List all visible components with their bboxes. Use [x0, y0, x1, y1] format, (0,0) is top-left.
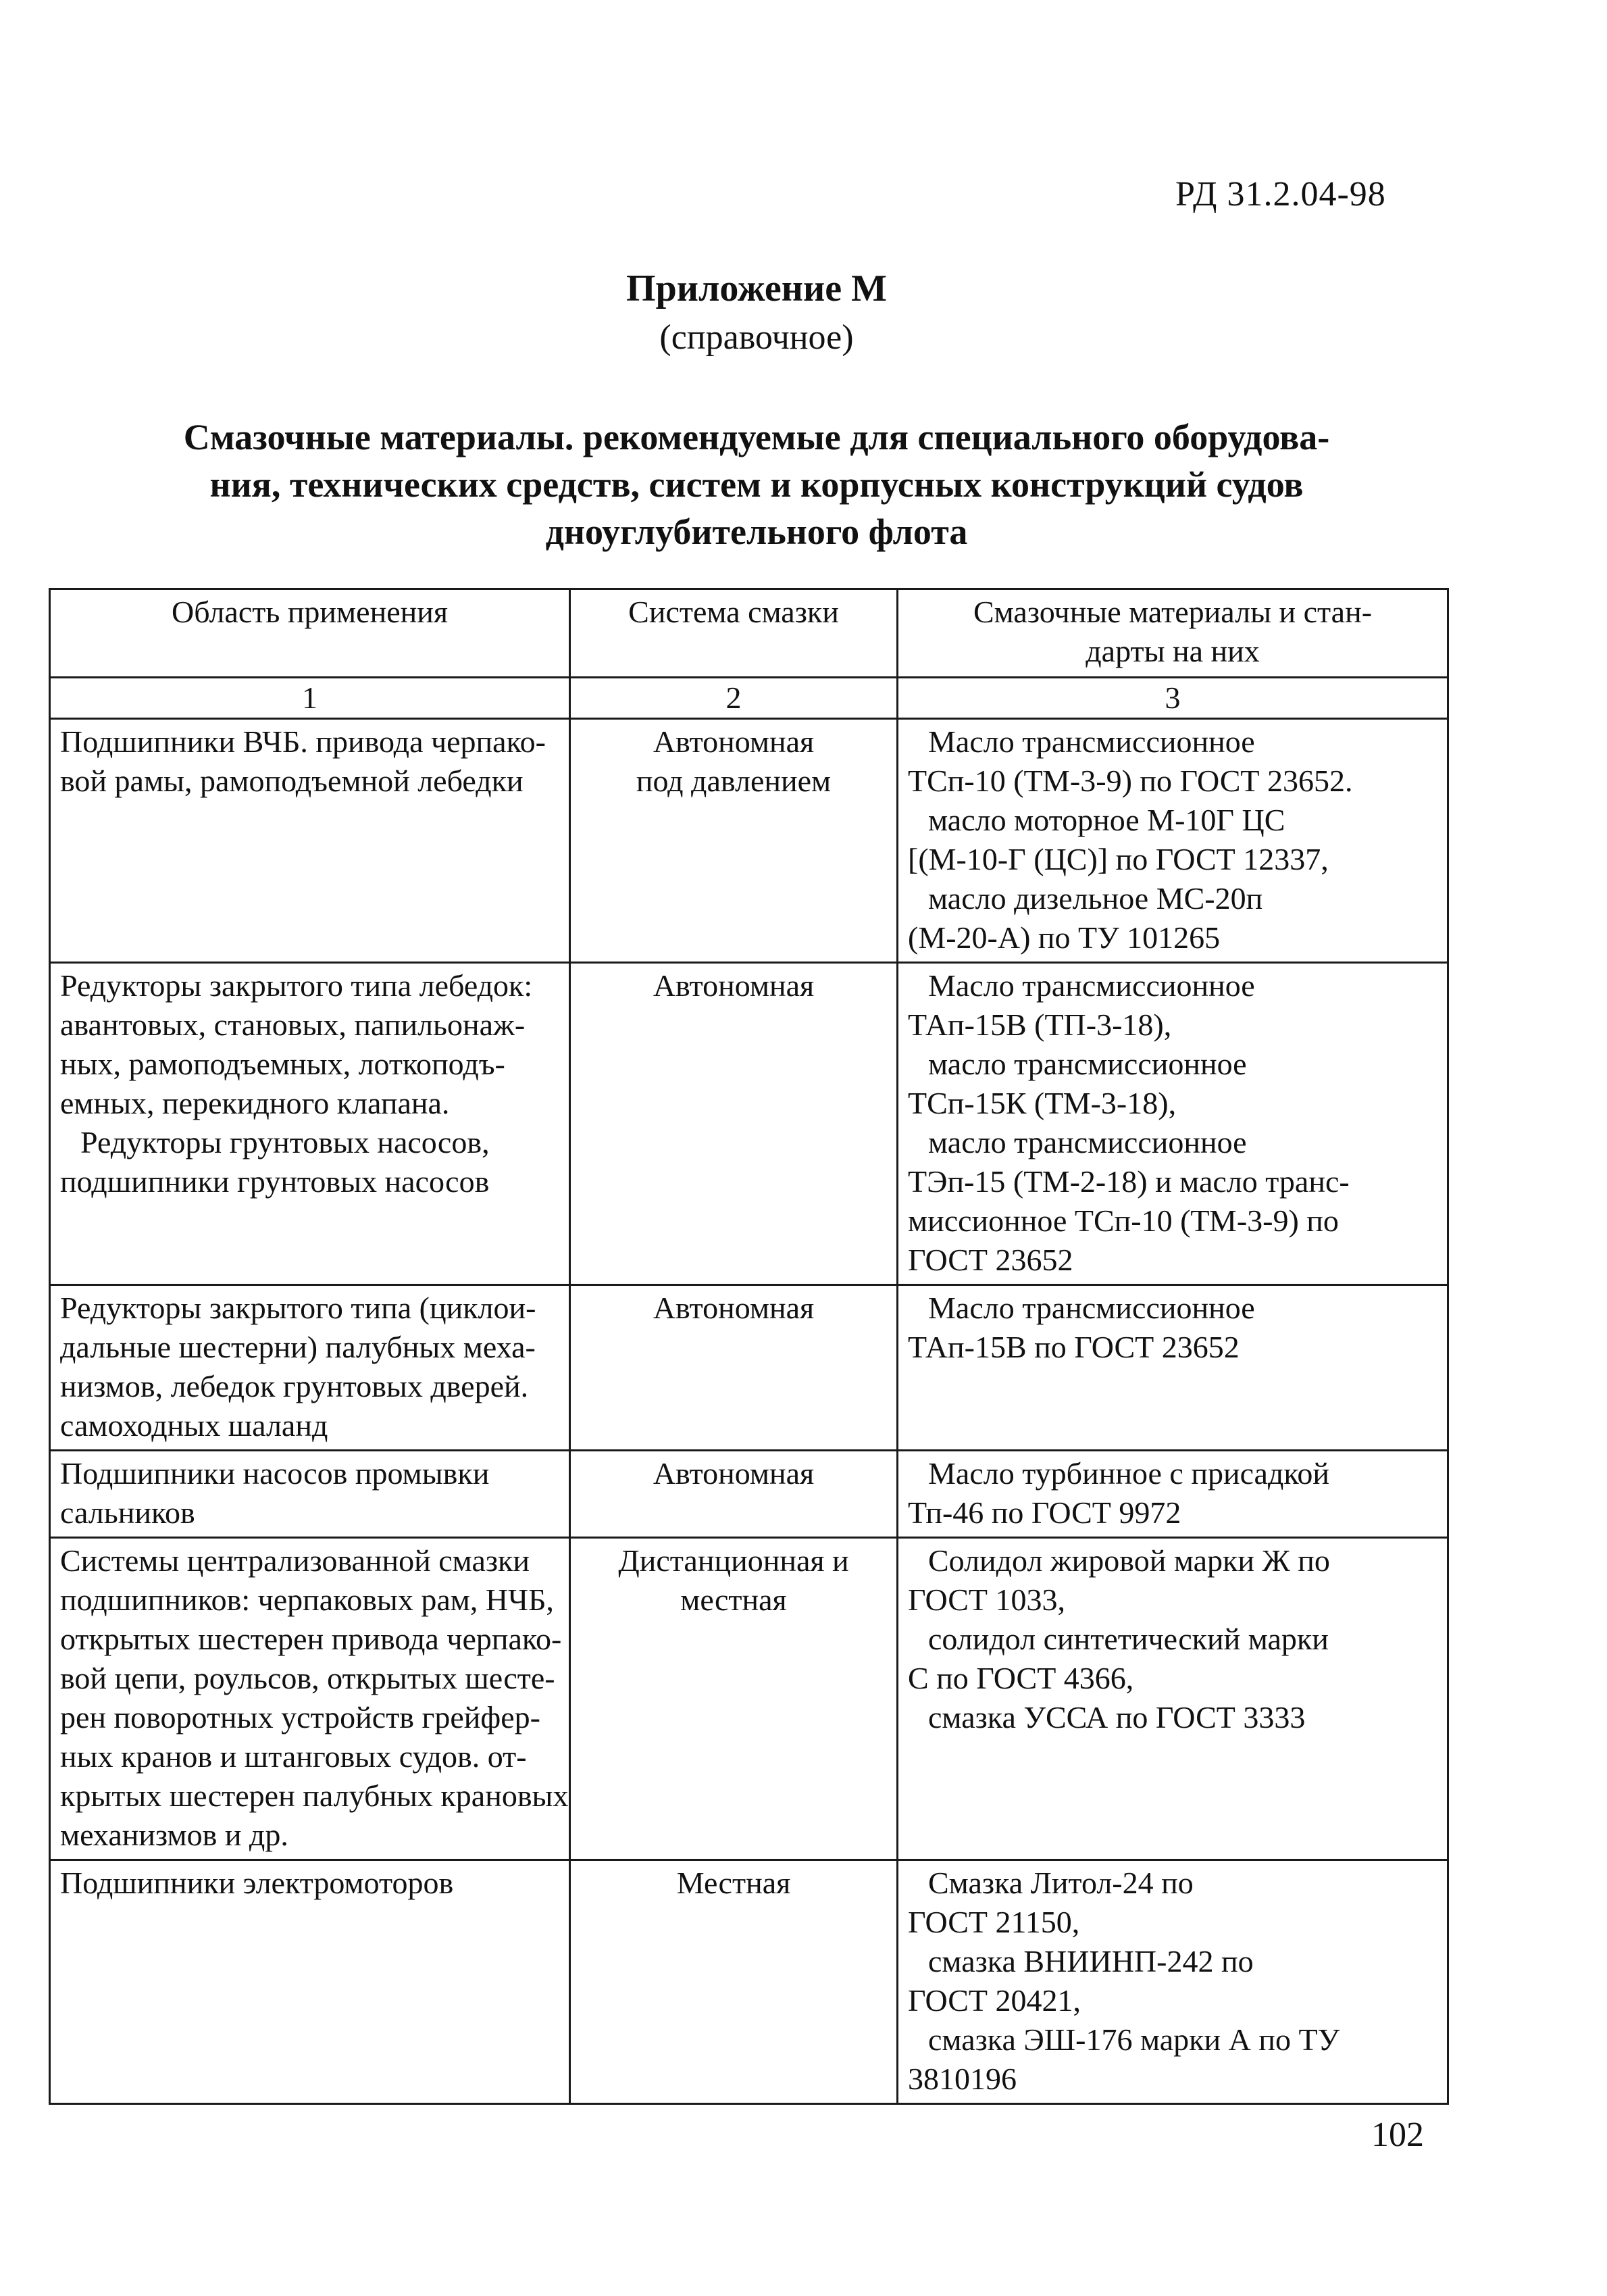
cell-line: Тп-46 по ГОСТ 9972	[908, 1495, 1181, 1530]
column-number-row	[50, 678, 1448, 719]
cell-application-area	[50, 1538, 570, 1860]
column-number: 2	[570, 678, 898, 719]
table-row	[50, 1285, 1448, 1451]
cell-line: ных, рамоподъемных, лоткоподъ-	[60, 1047, 505, 1081]
cell-line: ТЭп-15 (ТМ-2-18) и масло транс-	[908, 1164, 1350, 1199]
cell-line: солидол синтетический марки	[928, 1622, 1329, 1656]
cell-lubricants	[898, 1285, 1448, 1451]
heading-line: ния, технических средств, систем и корпусных конструкций судов	[209, 464, 1304, 505]
cell-line: ГОСТ 1033,	[908, 1582, 1066, 1617]
cell-line: С по ГОСТ 4366,	[908, 1661, 1134, 1695]
cell-line: Редукторы закрытого типа лебедок:	[60, 968, 533, 1003]
cell-line: емных, перекидного клапана.	[60, 1086, 450, 1120]
cell-line: ГОСТ 21150,	[908, 1905, 1080, 1939]
cell-line: Солидол жировой марки Ж по	[928, 1543, 1330, 1578]
cell-line: Подшипники насосов промывки	[60, 1456, 490, 1491]
cell-line: ГОСТ 20421,	[908, 1983, 1081, 2018]
cell-application-area	[50, 1451, 570, 1538]
cell-lubricants	[898, 963, 1448, 1285]
cell-line: ТСп-10 (ТМ-3-9) по ГОСТ 23652.	[908, 764, 1353, 798]
column-header-area	[50, 589, 570, 678]
cell-line: Масло трансмиссионное	[928, 968, 1255, 1003]
cell-line: [(М-10-Г (ЦС)] по ГОСТ 12337,	[908, 842, 1329, 876]
table-row	[50, 963, 1448, 1285]
cell-line: подшипников: черпаковых рам, НЧБ,	[60, 1582, 554, 1617]
cell-line: ных кранов и штанговых судов. от-	[60, 1739, 527, 1774]
cell-line: авантовых, становых, папильонаж-	[60, 1007, 526, 1042]
cell-line: миссионное ТСп-10 (ТМ-3-9) по	[908, 1203, 1339, 1238]
section-heading	[0, 414, 1513, 555]
cell-line: Автономная	[653, 1456, 815, 1491]
cell-line: Дистанционная и	[618, 1543, 849, 1578]
cell-line: Подшипники электромоторов	[60, 1866, 454, 1900]
cell-line: механизмов и др.	[60, 1818, 288, 1852]
cell-line: Масло трансмиссионное	[928, 724, 1255, 759]
cell-line: Редукторы закрытого типа (циклои-	[60, 1291, 536, 1325]
cell-line: низмов, лебедок грунтовых дверей.	[60, 1369, 529, 1403]
header-line: дарты на них	[1086, 634, 1260, 668]
cell-line: Автономная	[653, 968, 815, 1003]
cell-line: Системы централизованной смазки	[60, 1543, 530, 1578]
cell-line: дальные шестерни) палубных меха-	[60, 1330, 536, 1364]
cell-application-area	[50, 1285, 570, 1451]
cell-lubricants	[898, 1451, 1448, 1538]
cell-line: ГОСТ 23652	[908, 1243, 1073, 1277]
cell-line: крытых шестерен палубных крановых	[60, 1778, 569, 1813]
cell-line: масло дизельное МС-20п	[928, 881, 1263, 916]
column-number: 3	[898, 678, 1448, 719]
heading-line: Смазочные материалы. рекомендуемые для специального оборудова-	[183, 417, 1330, 457]
cell-line: Смазка Литол-24 по	[928, 1866, 1194, 1900]
cell-lubrication-system	[570, 719, 898, 963]
cell-line: смазка ВНИИНП-242 по	[928, 1944, 1254, 1978]
cell-line: местная	[680, 1582, 787, 1617]
cell-lubrication-system	[570, 1285, 898, 1451]
appendix-title: Приложение М	[626, 268, 887, 309]
table-row	[50, 1538, 1448, 1860]
cell-application-area	[50, 963, 570, 1285]
header-line: Смазочные материалы и стан-	[973, 595, 1373, 629]
page-number: 102	[1371, 2116, 1424, 2154]
cell-line: самоходных шаланд	[60, 1408, 328, 1443]
cell-lubrication-system	[570, 1860, 898, 2104]
cell-line: под давлением	[636, 764, 832, 798]
document-code: РД 31.2.04-98	[1175, 175, 1386, 214]
cell-line: масло трансмиссионное	[928, 1047, 1247, 1081]
cell-line: Подшипники ВЧБ. привода черпако-	[60, 724, 546, 759]
cell-lubricants	[898, 1860, 1448, 2104]
cell-line: подшипники грунтовых насосов	[60, 1164, 490, 1199]
cell-line: масло моторное М-10Г ЦС	[928, 803, 1285, 837]
table-row	[50, 1451, 1448, 1538]
column-header-materials	[898, 589, 1448, 678]
cell-lubrication-system	[570, 1451, 898, 1538]
cell-line: Редукторы грунтовых насосов,	[80, 1125, 490, 1159]
lubricants-table	[49, 588, 1449, 2105]
cell-application-area	[50, 719, 570, 963]
cell-line: Местная	[676, 1866, 791, 1900]
cell-lubrication-system	[570, 963, 898, 1285]
cell-line: рен поворотных устройств грейфер-	[60, 1700, 540, 1735]
cell-line: смазка УССА по ГОСТ 3333	[928, 1700, 1306, 1735]
table-header-row	[50, 589, 1448, 678]
column-number: 1	[50, 678, 570, 719]
table-row	[50, 1860, 1448, 2104]
header-line: Система смазки	[628, 595, 839, 629]
cell-line: ТСп-15К (ТМ-3-18),	[908, 1086, 1177, 1120]
cell-line: смазка ЭШ-176 марки А по ТУ	[928, 2022, 1340, 2057]
cell-line: (М-20-А) по ТУ 101265	[908, 920, 1221, 955]
cell-line: вой рамы, рамоподъемной лебедки	[60, 764, 524, 798]
table-row	[50, 719, 1448, 963]
heading-line: дноуглубительного флота	[545, 511, 968, 552]
cell-line: масло трансмиссионное	[928, 1125, 1247, 1159]
cell-application-area	[50, 1860, 570, 2104]
cell-line: ТАп-15В (ТП-3-18),	[908, 1007, 1172, 1042]
cell-line: Масло трансмиссионное	[928, 1291, 1255, 1325]
header-line: Область применения	[171, 595, 449, 629]
cell-lubricants	[898, 1538, 1448, 1860]
cell-line: открытых шестерен привода черпако-	[60, 1622, 562, 1656]
cell-line: ТАп-15В по ГОСТ 23652	[908, 1330, 1240, 1364]
appendix-subtitle: (справочное)	[659, 318, 854, 357]
cell-line: Автономная	[653, 724, 815, 759]
cell-lubrication-system	[570, 1538, 898, 1860]
cell-line: вой цепи, роульсов, открытых шесте-	[60, 1661, 555, 1695]
column-header-system	[570, 589, 898, 678]
cell-line: Масло турбинное с присадкой	[928, 1456, 1330, 1491]
cell-line: Автономная	[653, 1291, 815, 1325]
cell-line: 3810196	[908, 2062, 1017, 2096]
cell-line: сальников	[60, 1495, 195, 1530]
table-body	[50, 719, 1448, 2104]
cell-lubricants	[898, 719, 1448, 963]
